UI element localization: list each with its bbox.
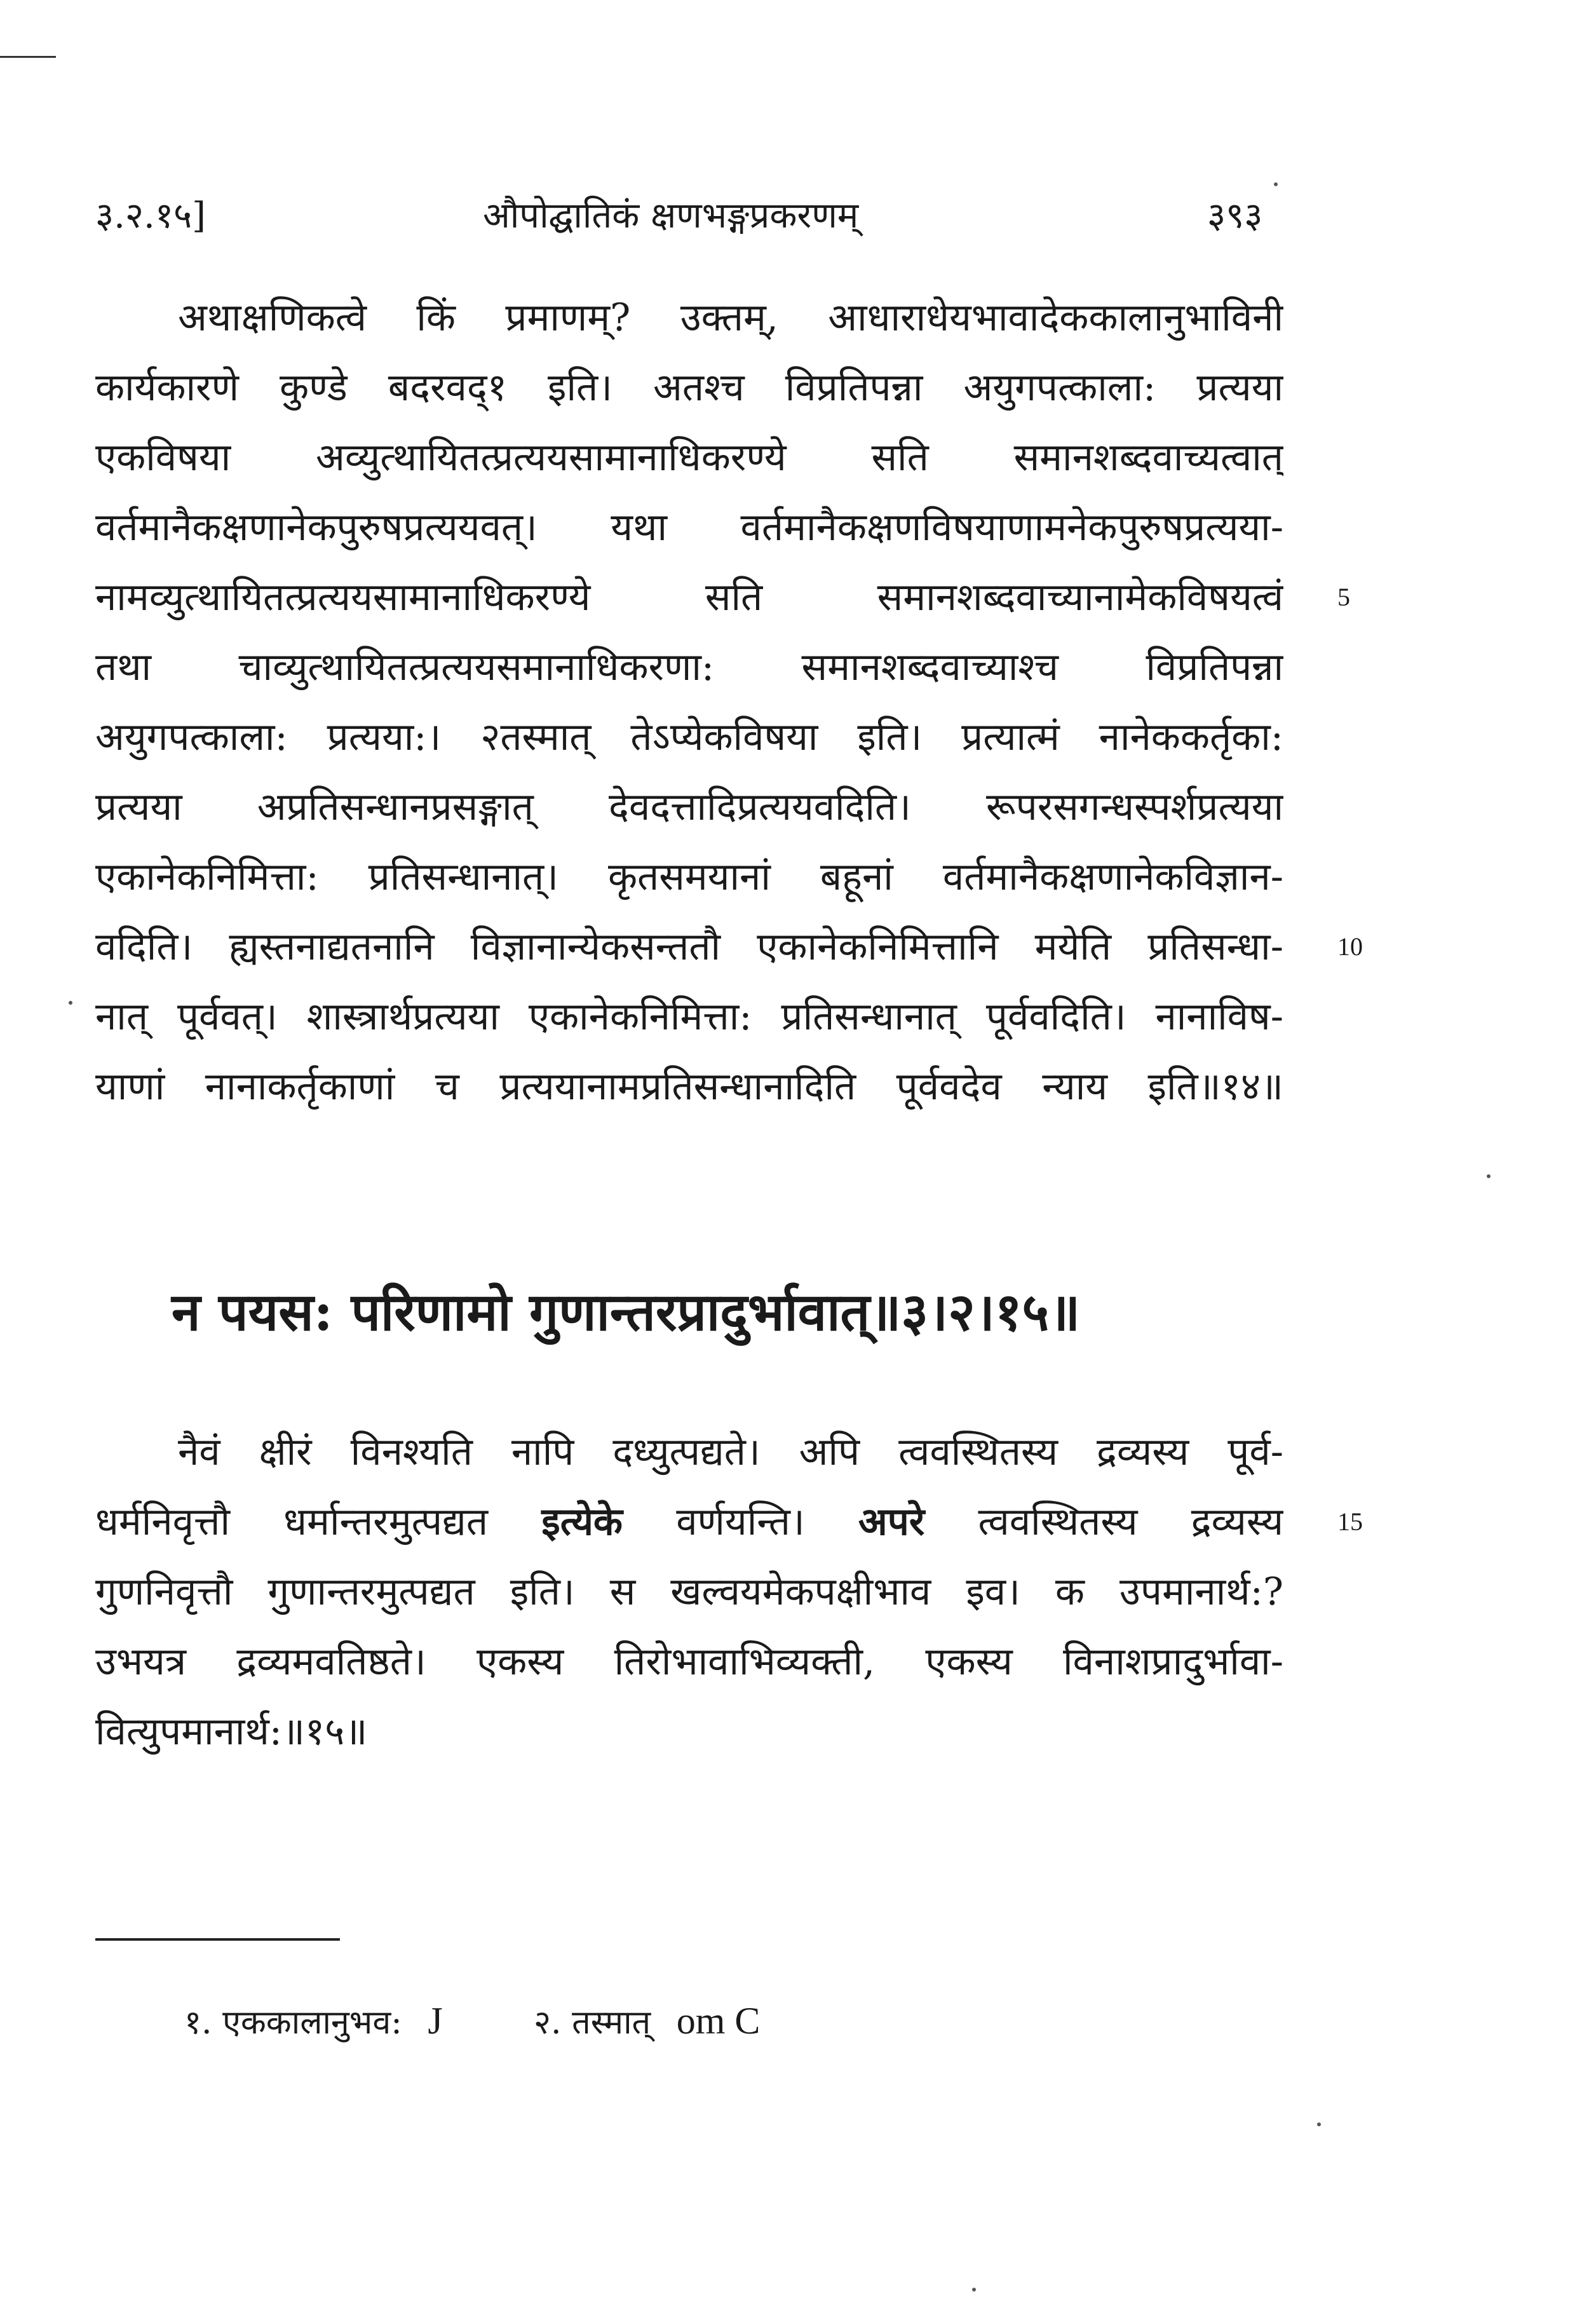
footnote-number: २. bbox=[534, 2004, 562, 2042]
scan-speck bbox=[1274, 182, 1278, 186]
footnote-1 bbox=[184, 1995, 443, 2048]
commentary-line: अथाक्षणिकत्वे किं प्रमाणम्? उक्तम्, आधाराधेयभावादेककालानुभाविनी bbox=[178, 295, 1283, 340]
commentary-line: अयुगपत्काला: प्रत्यया:। २तस्मात् तेऽप्येकविषया इति। प्रत्यात्मं नानेककर्तृका: bbox=[95, 715, 1283, 759]
commentary-line bbox=[95, 1491, 1283, 1552]
commentary-line: वदिति। ह्यस्तनाद्यतनानि विज्ञानान्येकसन्ततौ एकानेकनिमित्तानि मयेति प्रतिसन्धा- bbox=[95, 925, 1283, 969]
commentary-line: प्रत्यया अप्रतिसन्धानप्रसङ्गात् देवदत्तादिप्रत्ययवदिति। रूपरसगन्धस्पर्शप्रत्यया bbox=[95, 785, 1283, 829]
footnote-text: तस्मात् bbox=[572, 2004, 651, 2042]
commentary-line: गुणनिवृत्तौ गुणान्तरमुत्पद्यत इति। स खल्वयमेकपक्षीभाव इव। क उपमानार्थ:? bbox=[95, 1570, 1283, 1614]
scan-speck bbox=[1317, 2122, 1321, 2126]
sutra-heading: न पयस: परिणामो गुणान्तरप्रादुर्भावात्॥३।२।१५॥ bbox=[172, 1282, 1081, 1343]
commentary-line: एकानेकनिमित्ता: प्रतिसन्धानात्। कृतसमयानां बहूनां वर्तमानैकक्षणानेकविज्ञान- bbox=[95, 855, 1283, 899]
emphasis-text: इत्येके bbox=[541, 1500, 623, 1544]
commentary-line: एकविषया अव्युत्थायितत्प्रत्ययसामानाधिकरण्ये सति समानशब्दवाच्यत्वात् bbox=[95, 435, 1283, 480]
footnote-rule bbox=[95, 1938, 340, 1941]
commentary-line: वर्तमानैकक्षणानेकपुरुषप्रत्ययवत्। यथा वर्तमानैकक्षणविषयाणामनेकपुरुषप्रत्यया- bbox=[95, 505, 1283, 550]
commentary-line: नामव्युत्थायितत्प्रत्ययसामानाधिकरण्ये सति समानशब्दवाच्यानामेकविषयत्वं bbox=[95, 575, 1283, 620]
footnote-2 bbox=[534, 1995, 760, 2048]
commentary-text: वर्णयन्ति। bbox=[676, 1500, 805, 1544]
section-reference: ३.२.१५] bbox=[95, 195, 206, 236]
page-number: ३९३ bbox=[1207, 195, 1263, 236]
commentary-line: तथा चाव्युत्थायितत्प्रत्ययसमानाधिकरणा: समानशब्दवाच्याश्च विप्रतिपन्ना bbox=[95, 645, 1283, 689]
commentary-text: त्ववस्थितस्य द्रव्यस्य bbox=[978, 1500, 1283, 1544]
scan-corner-line bbox=[0, 56, 56, 58]
commentary-line: नात् पूर्ववत्। शास्त्रार्थप्रत्यया एकानेकनिमित्ता: प्रतिसन्धानात् पूर्ववदिति। नानाविष- bbox=[95, 995, 1283, 1039]
footnote-sigla: om C bbox=[676, 2000, 761, 2042]
commentary-text: धर्मनिवृत्तौ धर्मान्तरमुत्पद्यत bbox=[95, 1500, 489, 1544]
footnote-sigla: J bbox=[428, 2000, 443, 2042]
footnote-text: एककालानुभव: bbox=[222, 2004, 402, 2042]
running-title: औपोद्घातिकं क्षणभङ्गप्रकरणम् bbox=[483, 195, 859, 236]
commentary-line: उभयत्र द्रव्यमवतिष्ठते। एकस्य तिरोभावाभिव्यक्ती, एकस्य विनाशप्रादुर्भावा- bbox=[95, 1640, 1283, 1684]
emphasis-text: अपरे bbox=[858, 1500, 925, 1544]
line-number: 5 bbox=[1337, 583, 1350, 611]
line-number: 15 bbox=[1337, 1507, 1363, 1536]
commentary-line: कार्यकारणे कुण्डे बदरवद्१ इति। अतश्च विप्रतिपन्ना अयुगपत्काला: प्रत्यया bbox=[95, 365, 1283, 410]
scan-speck bbox=[972, 2288, 976, 2291]
footnote-number: १. bbox=[184, 2004, 212, 2042]
line-number: 10 bbox=[1337, 932, 1363, 961]
commentary-line: नैवं क्षीरं विनश्यति नापि दध्युत्पद्यते। अपि त्ववस्थितस्य द्रव्यस्य पूर्व- bbox=[178, 1430, 1283, 1474]
commentary-line: वित्युपमानार्थ:॥१५॥ bbox=[95, 1709, 368, 1754]
scan-speck bbox=[1487, 1174, 1491, 1178]
commentary-line: याणां नानाकर्तृकाणां च प्रत्ययानामप्रतिसन्धानादिति पूर्ववदेव न्याय इति॥१४॥ bbox=[95, 1064, 1283, 1109]
scan-speck bbox=[69, 1001, 72, 1005]
